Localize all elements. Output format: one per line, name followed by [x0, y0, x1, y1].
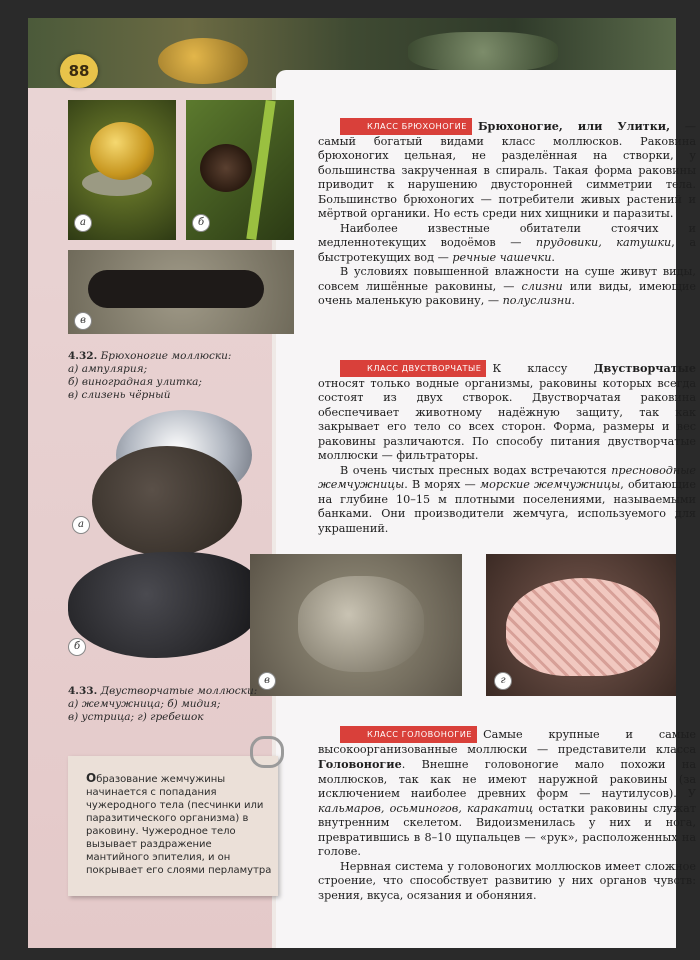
paragraph-text: В очень чистых пресных водах встречаются	[340, 463, 612, 477]
paragraph-text: или виды, имеющие очень маленькую раковину, —	[318, 279, 696, 307]
mussel-shell-shape	[68, 552, 264, 658]
paragraph-text: К классу	[492, 362, 594, 375]
section-cephalopods	[318, 726, 696, 903]
paragraph-text: Нервная система у головоногих моллюсков имеет сложное строение, что способствует развитию у них органов чувств: зрения, вкуса, осязания и обоняния.	[318, 859, 696, 902]
shell-outer-valve	[92, 446, 242, 556]
textbook-page	[28, 18, 697, 948]
figure-432-caption	[68, 350, 278, 402]
paragraph-text: .	[551, 250, 555, 264]
note-initial-letter: О	[86, 771, 97, 785]
photo-pearl-mussel	[92, 410, 254, 510]
paragraph-text: относят только водные организмы, раковины которых всегда состоят из двух створок. Двустворчатая раковина обеспечивает животному надёжную защиту, так как закрывает его тело со всех сторон. Форма, размеры и вес раковины различаются. По способу питания двустворчатые моллюски — фильтраторы.	[318, 376, 696, 462]
photo-label-v: в	[258, 672, 276, 690]
note-body: бразование жемчужины начинается с попадания чужеродного тела (песчинки или паразитического организма) в раковину. Чужеродное тело вызывает раздражение мантийного эпителия, и он покрывает его слоями перламутра	[86, 774, 272, 876]
figure-433-caption	[68, 685, 278, 724]
section-bivalves	[318, 360, 696, 536]
photo-mussel	[68, 552, 264, 662]
note-text	[86, 772, 272, 877]
paperclip-icon	[250, 736, 284, 768]
section-tag: КЛАСС БРЮХОНОГИЕ	[340, 118, 472, 135]
photo-apple-snail	[68, 100, 176, 240]
banner-snail-image	[158, 38, 248, 84]
snail-shell-shape	[90, 122, 154, 180]
paragraph-text: — самый богатый видами класс моллюсков. Раковина брюхоногих цельная, не разделённая на створки, у большинства закрученная в спираль. Такая форма раковины приводит к нарушению двусторонней симметрии тела. Большинство брюхоногих — потребители живых растений и мёртвой органики. Но есть среди них хищники и паразиты.	[318, 120, 696, 220]
oyster-shell-shape	[298, 576, 424, 672]
photo-oyster	[250, 554, 462, 696]
figure-number: 4.33.	[68, 685, 98, 697]
term-cephalopods: Головоногие	[318, 757, 402, 771]
photo-label-b: б	[192, 214, 210, 232]
term-examples: речные чашечки	[452, 250, 552, 264]
page-number: 88	[60, 54, 98, 88]
photo-label-b: б	[68, 638, 86, 656]
paragraph-text: , обитающие на глубине 10–15 м плотными поселениями, называемыми банками. Они производители жемчуга, используемого для украшений.	[318, 478, 696, 535]
pearl-formation-note	[68, 756, 278, 896]
paragraph-text: Самые крупные и самые высокоорганизованные моллюски — представители класса	[318, 728, 696, 756]
paragraph-text: . В морях —	[404, 478, 480, 491]
section-tag: КЛАСС ГОЛОВОНОГИЕ	[340, 726, 477, 743]
caption-line: б) виноградная улитка;	[68, 376, 202, 388]
photo-scallop	[486, 554, 676, 696]
snail-shell-shape	[200, 144, 252, 192]
term-bivalves: Двустворчатые	[593, 361, 696, 375]
scallop-shell-shape	[506, 578, 660, 676]
photo-label-v: в	[74, 312, 92, 330]
photo-label-a: а	[72, 516, 90, 534]
paragraph-text: Наиболее известные обитатели стоячих и медленнотекущих водоёмов —	[318, 221, 696, 249]
photo-black-slug	[68, 250, 294, 334]
caption-line: в) устрица; г) гребешок	[68, 711, 204, 723]
caption-title: Брюхоногие моллюски:	[100, 350, 232, 362]
photo-label-g: г	[494, 672, 512, 690]
paragraph-text: остатки раковины служат внутренним скелетом. Видоизменилась у них и нога, превратившись в 8–10 щупальцев — «рук», расположенных на голове.	[318, 801, 697, 858]
caption-line: в) слизень чёрный	[68, 389, 171, 401]
term-semislugs: полуслизни	[502, 294, 572, 307]
term-freshwater-pearl: пресноводные жемчужницы	[318, 463, 696, 491]
section-gastropods	[318, 118, 696, 309]
paragraph-text: В условиях повышенной влажности на суше живут виды, совсем лишённые раковины, —	[318, 265, 696, 293]
slug-body-shape	[88, 270, 264, 308]
caption-line: а) жемчужница; б) мидия;	[68, 698, 221, 710]
figure-number: 4.32.	[68, 350, 98, 362]
term-slugs: слизни	[521, 279, 563, 293]
term-examples: кальмаров, осьминогов, каракатиц	[318, 801, 534, 815]
caption-line: а) ампулярия;	[68, 363, 148, 375]
term-marine-pearl: морские жемчужницы	[479, 478, 621, 491]
photo-grape-snail	[186, 100, 294, 240]
photo-label-a: а	[74, 214, 92, 232]
paragraph-text: .	[571, 294, 575, 307]
term-examples: прудовики, катушки	[535, 236, 672, 249]
caption-title: Двустворчатые моллюски:	[100, 685, 258, 697]
section-tag: КЛАСС ДВУСТВОРЧАТЫЕ	[340, 360, 486, 377]
paragraph-text: . Внешне головоногие мало похожи на моллюсков, так как не имеют наружной раковины (за исключением наиболее древних форм — наутилусов). У	[318, 758, 696, 800]
term-gastropods: Брюхоногие, или Улитки,	[477, 119, 670, 133]
paragraph-text: , а быстротекущих вод —	[318, 236, 696, 264]
banner-lizard-image	[408, 32, 558, 72]
